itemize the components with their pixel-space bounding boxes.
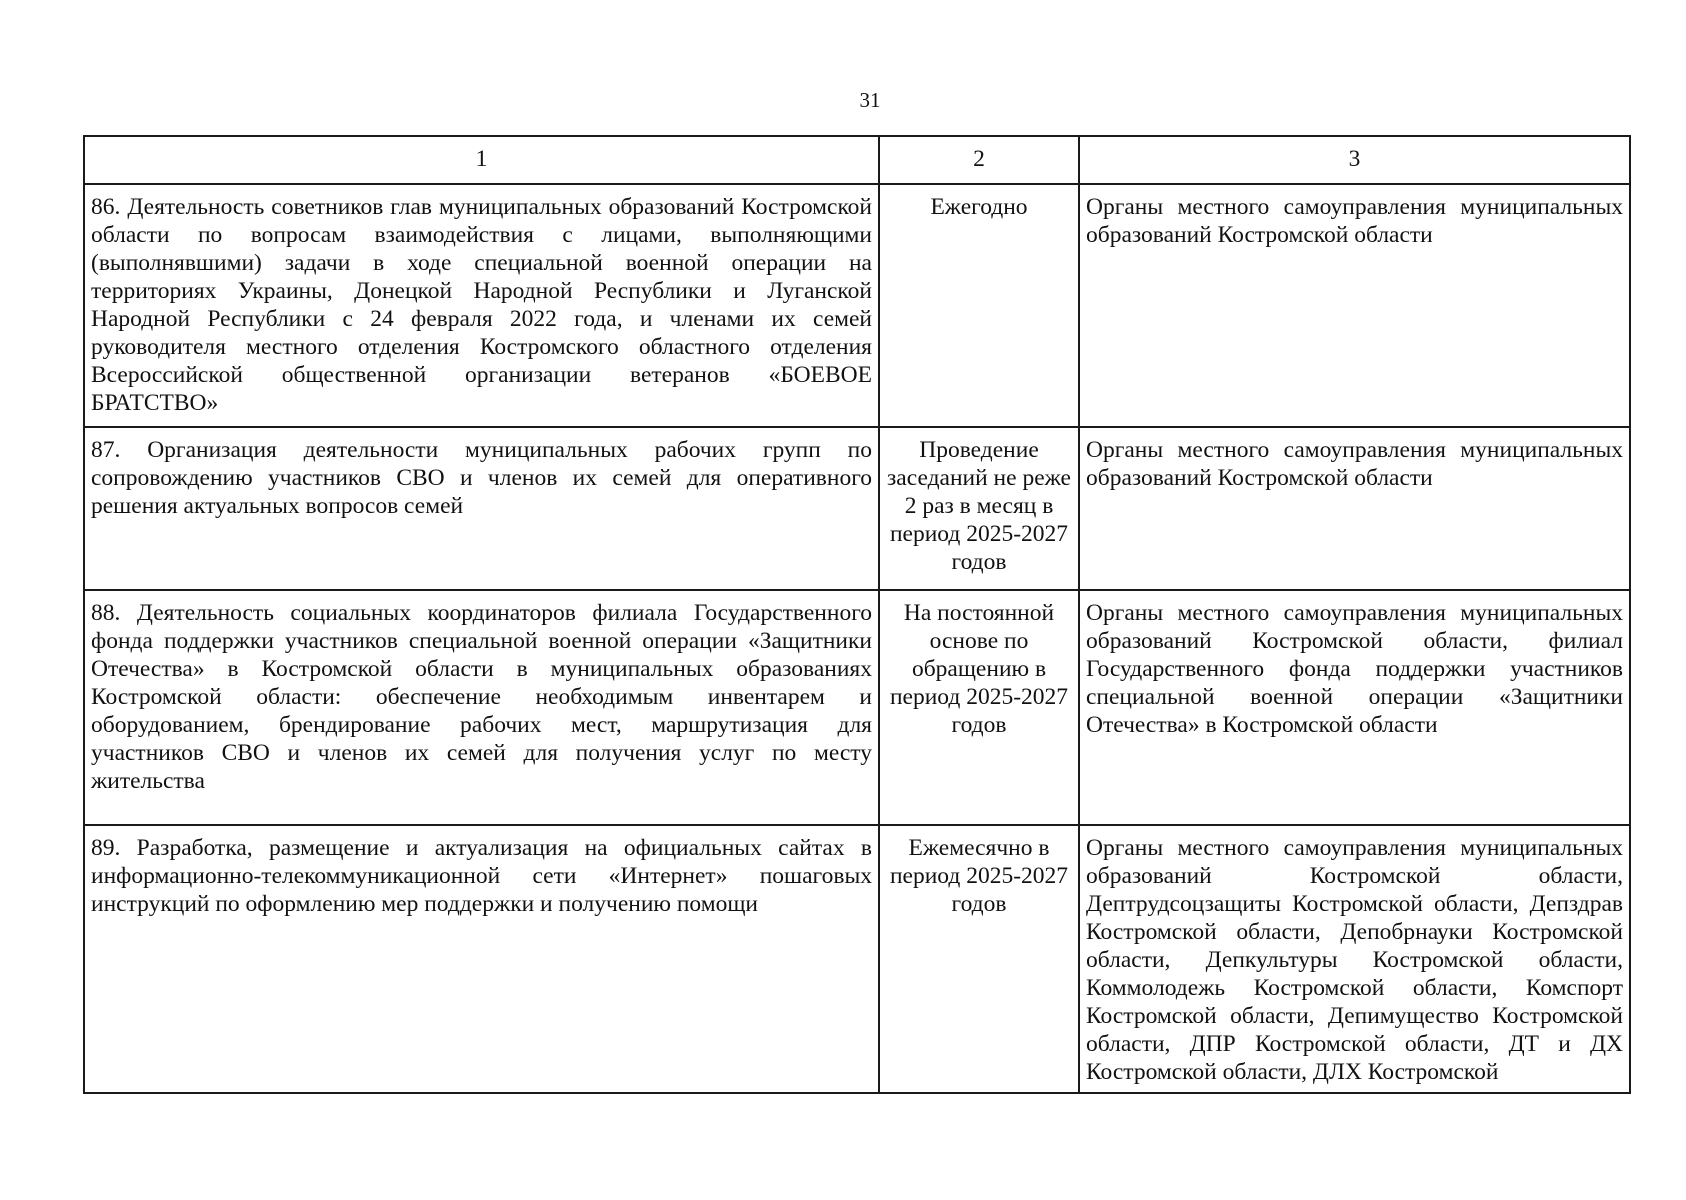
executor-cell: Органы местного самоуправления муниципальных образований Костромской области, филиал Государственного фонда поддержки участников специальной военной операции «Защитники Отечества» в Костромской области xyxy=(1079,590,1630,825)
task-cell: 89. Разработка, размещение и актуализация на официальных сайтах в информационно-телекоммуникационной сети «Интернет» пошаговых инструкций по оформлению мер поддержки и получению помощи xyxy=(84,825,879,1093)
term-cell: На постоянной основе по обращению в период 2025-2027 годов xyxy=(879,590,1079,825)
term-cell: Проведение заседаний не реже 2 раз в месяц в период 2025-2027 годов xyxy=(879,427,1079,590)
task-cell: 87. Организация деятельности муниципальных рабочих групп по сопровождению участников СВО и членов их семей для оперативного решения актуальных вопросов семей xyxy=(84,427,879,590)
column-header-3: 3 xyxy=(1079,136,1630,184)
table-header-row xyxy=(84,136,1630,184)
executor-cell: Органы местного самоуправления муниципальных образований Костромской области xyxy=(1079,427,1630,590)
task-cell: 88. Деятельность социальных координаторов филиала Государственного фонда поддержки участников специальной военной операции «Защитники Отечества» в Костромской области в муниципальных образованиях Костромской области: обеспечение необходимым инвентарем и оборудованием, брендирование рабочих мест, маршрутизация для участников СВО и членов их семей для получения услуг по месту жительства xyxy=(84,590,879,825)
term-cell: Ежегодно xyxy=(879,184,1079,427)
table-row xyxy=(84,427,1630,590)
column-header-2: 2 xyxy=(879,136,1079,184)
term-cell: Ежемесячно в период 2025-2027 годов xyxy=(879,825,1079,1093)
column-header-1: 1 xyxy=(84,136,879,184)
page-number: 31 xyxy=(859,88,881,112)
table-row xyxy=(84,590,1630,825)
task-cell: 86. Деятельность советников глав муниципальных образований Костромской области по вопросам взаимодействия с лицами, выполняющими (выполнявшими) задачи в ходе специальной военной операции на территориях Украины, Донецкой Народной Республики и Луганской Народной Республики с 24 февраля 2022 года, и членами их семей руководителя местного отделения Костромского областного отделения Всероссийской общественной организации ветеранов «БОЕВОЕ БРАТСТВО» xyxy=(84,184,879,427)
activities-table xyxy=(83,135,1631,1094)
table-row xyxy=(84,825,1630,1093)
executor-cell: Органы местного самоуправления муниципальных образований Костромской области, Дептрудсоцзащиты Костромской области, Депздрав Костромской области, Депобрнауки Костромской области, Депкультуры Костромской области, Коммолодежь Костромской области, Комспорт Костромской области, Депимущество Костромской области, ДПР Костромской области, ДТ и ДХ Костромской области, ДЛХ Костромской xyxy=(1079,825,1630,1093)
table-row xyxy=(84,184,1630,427)
executor-cell: Органы местного самоуправления муниципальных образований Костромской области xyxy=(1079,184,1630,427)
